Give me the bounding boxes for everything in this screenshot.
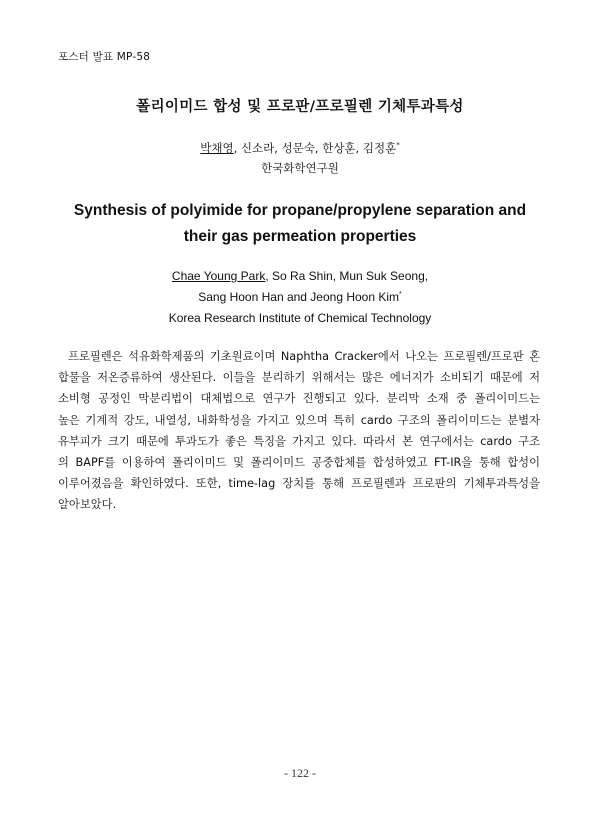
abstract-line: 합물을 저온증류하여 생산된다. 이들을 분리하기 위해서는 많은 에너지가 소비되기 때문에 저	[58, 371, 540, 385]
abstract-line: 프로필렌은 석유화학제품의 기초원료이며 Naphtha Cracker에서 나오는 프로필렌/프로판 혼	[68, 350, 540, 363]
english-authors-line-2	[0, 287, 600, 308]
abstract-line: 알아보았다.	[58, 498, 117, 512]
english-authors	[0, 266, 600, 329]
coauthors-en-line-1: , So Ra Shin, Mun Suk Seong,	[265, 269, 429, 283]
page-number: - 122 -	[284, 766, 316, 780]
abstract-line: 이루어졌음을 확인하였다. 또한, time-lag 장치를 통해 프로필렌과 프로판의 기체투과특성을	[58, 477, 540, 491]
abstract-line: 소비형 공정인 막분리법이 대체법으로 연구가 진행되고 있다. 분리막 소재 중 폴리이미드는	[58, 392, 540, 406]
korean-title: 폴리이미드 합성 및 프로판/프로필렌 기체투과특성	[136, 99, 464, 115]
english-affiliation: Korea Research Institute of Chemical Technology	[168, 311, 432, 325]
corresponding-mark-ko: *	[396, 141, 400, 150]
korean-affiliation: 한국화학연구원	[261, 161, 339, 175]
abstract-body	[58, 346, 540, 516]
english-title-line-2: their gas permeation properties	[183, 228, 417, 245]
english-title-line-1: Synthesis of polyimide for propane/propylene separation and	[73, 202, 527, 219]
abstract-line: 의 BAPF를 이용하여 폴리이미드 및 폴리이미드 공중합체를 합성하였고 FT-IR을 통해 합성이	[58, 456, 540, 470]
korean-authors	[0, 140, 600, 156]
english-authors-line-1	[0, 266, 600, 287]
presenting-author-ko: 박채영	[200, 141, 234, 155]
coauthors-ko: , 신소라, 성문숙, 한상훈, 김정훈	[233, 141, 397, 155]
abstract-line: 유부피가 크기 때문에 투과도가 좋은 특징을 가지고 있다. 따라서 본 연구에서는 cardo 구조	[58, 434, 540, 448]
poster-label: 포스터 발표 MP-58	[58, 51, 151, 63]
coauthors-en-line-2: Sang Hoon Han and Jeong Hoon Kim	[198, 290, 400, 304]
english-title	[0, 198, 600, 250]
abstract-line: 높은 기계적 강도, 내열성, 내화학성을 가지고 있으며 특히 cardo 구조의 폴리이미드는 분별자	[58, 413, 540, 427]
presenting-author-en: Chae Young Park	[171, 269, 266, 283]
corresponding-mark-en: *	[399, 291, 402, 298]
